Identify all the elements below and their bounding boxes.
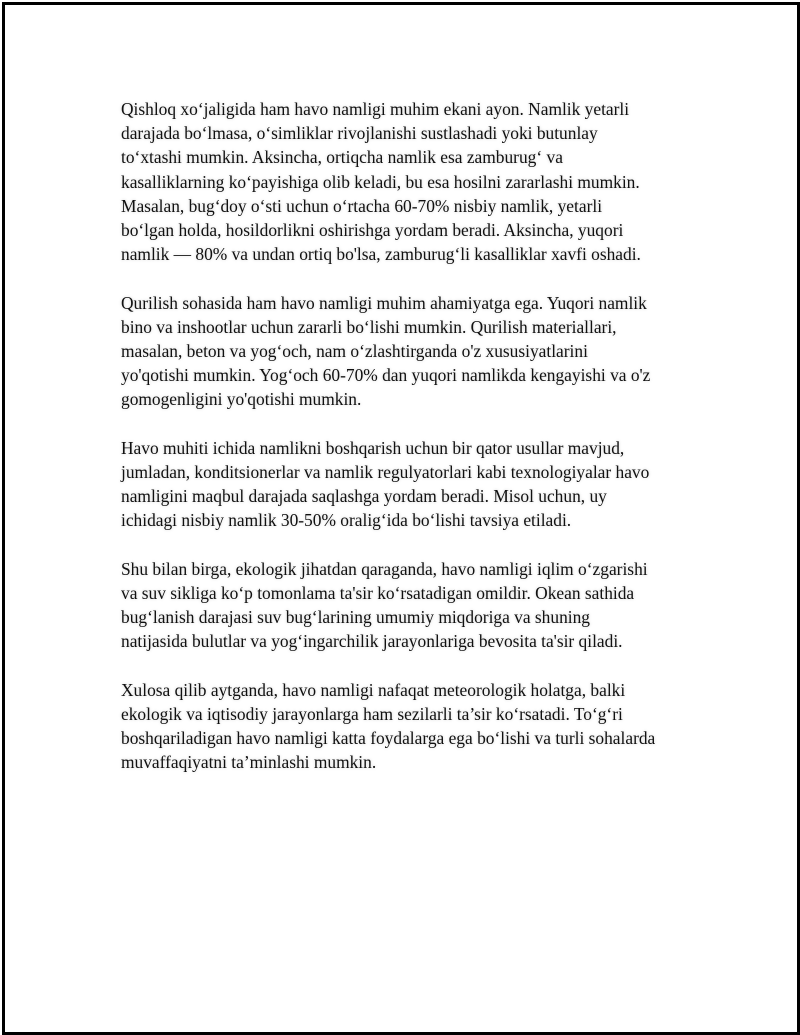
paragraph-humidity-control: Havo muhiti ichida namlikni boshqarish uchun bir qator usullar mavjud, jumladan, konditsionerlar va namlik regulyatorlari kabi texnologiyalar havo namligini maqbul darajada saqlashga yordam beradi. Misol uchun, uy ichidagi nisbiy namlik 30-50% oralig‘ida bo‘lishi tavsiya etiladi.	[121, 437, 650, 531]
paragraph-agriculture: Qishloq xo‘jaligida ham havo namligi muhim ekani ayon. Namlik yetarli darajada bo‘lmasa, o‘simliklar rivojlanishi sustlashadi yoki butunlay to‘xtashi mumkin. Aksincha, ortiqcha namlik esa zamburug‘ va kasalliklarning ko‘payishiga olib keladi, bu esa hosilni zararlashi mumkin. Masalan, bug‘doy o‘sti uchun o‘rtacha 60-70% nisbiy namlik, yetarli bo‘lgan holda, hosildorlikni oshirishga yordam beradi. Aksincha, yuqori namlik — 80% va undan ortiq bo'lsa, zamburug‘li kasalliklar xavfi oshadi.	[121, 99, 641, 265]
paragraph-conclusion: Xulosa qilib aytganda, havo namligi nafaqat meteorologik holatga, balki ekologik va iqtisodiy jarayonlarga ham sezilarli ta’sir ko‘rsatadi. To‘g‘ri boshqariladigan havo namligi katta foydalarga ega bo‘lishi va turli sohalarda muvaffaqiyatni ta’minlashi mumkin.	[121, 679, 656, 773]
document-body	[121, 97, 761, 799]
paragraph-construction: Qurilish sohasida ham havo namligi muhim ahamiyatga ega. Yuqori namlik bino va inshootlar uchun zararli bo‘lishi mumkin. Qurilish materiallari, masalan, beton va yog‘och, nam o‘zlashtirganda o'z xususiyatlarini yo'qotishi mumkin. Yog‘och 60-70% dan yuqori namlikda kengayishi va o'z gomogenligini yo'qotishi mumkin.	[121, 292, 651, 410]
page-frame	[2, 2, 800, 1035]
paragraph-ecology: Shu bilan birga, ekologik jihatdan qaraganda, havo namligi iqlim o‘zgarishi va suv sikliga ko‘p tomonlama ta'sir ko‘rsatadigan omildir. Okean sathida bug‘lanish darajasi suv bug‘larining umumiy miqdoriga va shuning natijasida bulutlar va yog‘ingarchilik jarayonlariga bevosita ta'sir qiladi.	[121, 558, 648, 652]
